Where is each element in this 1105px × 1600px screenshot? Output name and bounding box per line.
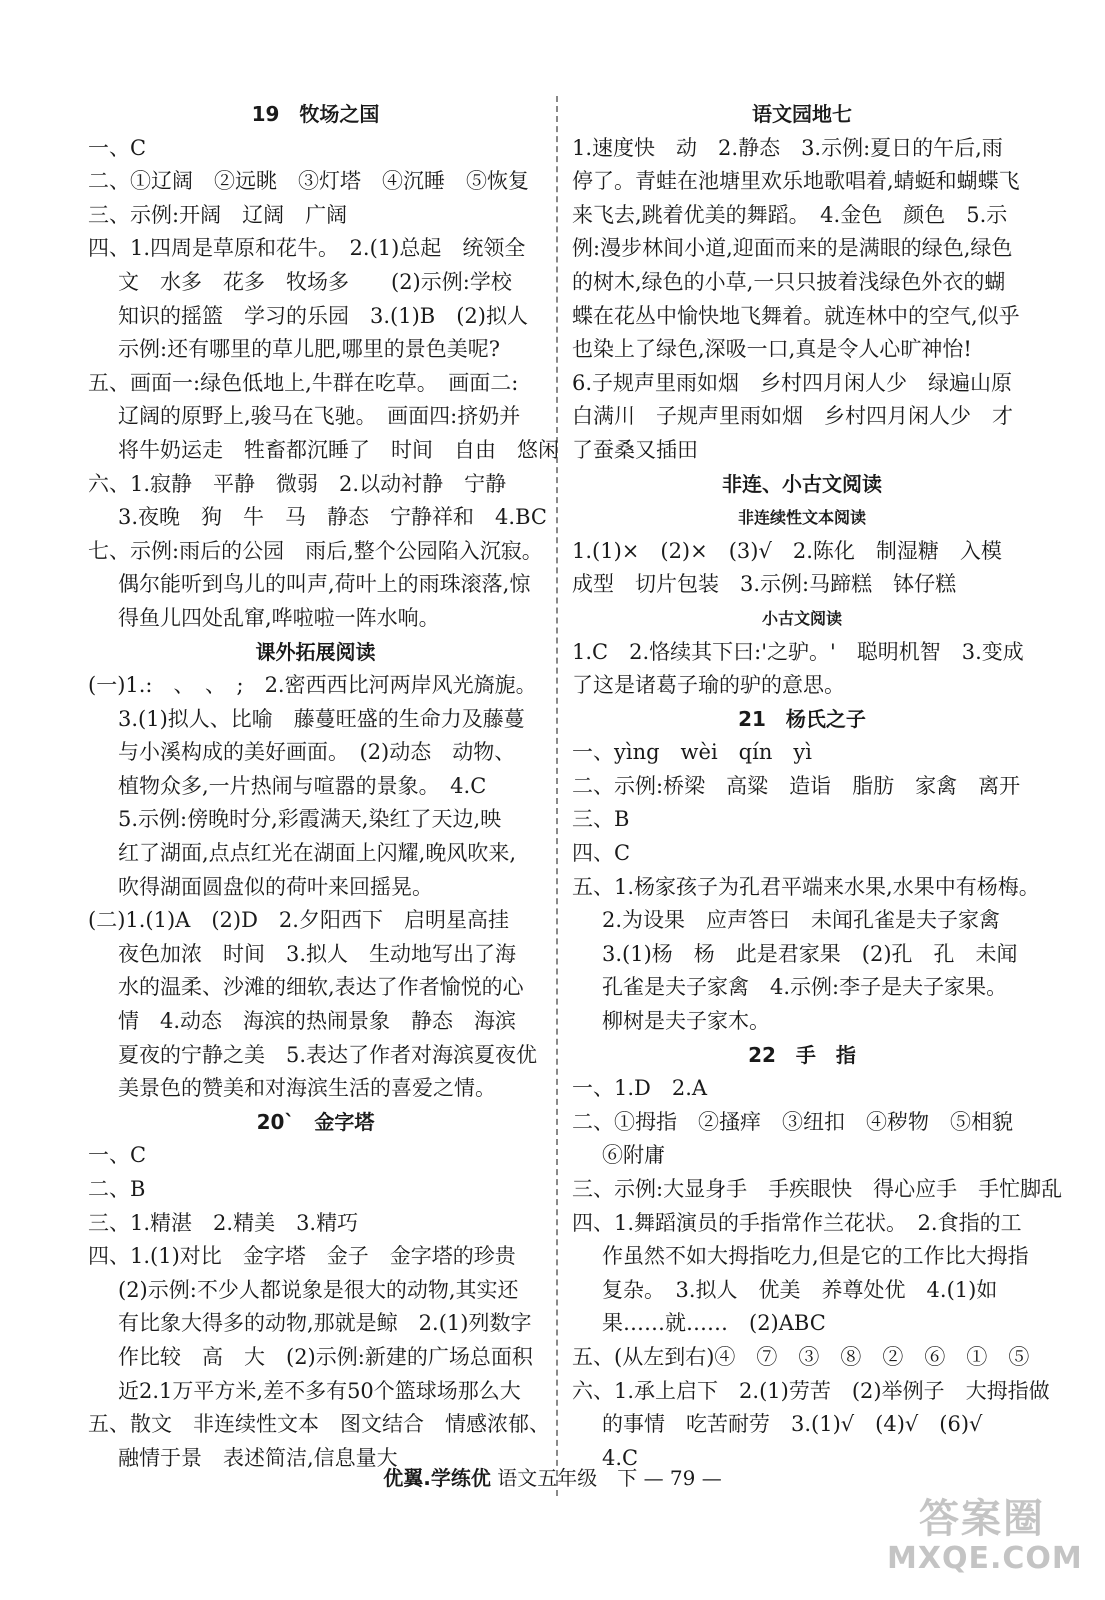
answer-line: 三、B — [572, 807, 630, 832]
answer-line: 3.夜晚 狗 牛 马 静态 宁静祥和 4.BC — [118, 505, 547, 530]
answer-line: 红了湖面,点点红光在湖面上闪耀,晚风吹来, — [118, 841, 517, 866]
section-heading: 20` 金字塔 — [256, 1109, 375, 1134]
answer-line: 美景色的赞美和对海滨生活的喜爱之情。 — [118, 1076, 496, 1101]
answer-line: 的树木,绿色的小草,一只只披着浅绿色外衣的蝴 — [572, 269, 1006, 294]
answer-line: 五、1.杨家孩子为孔君平端来水果,水果中有杨梅。 — [572, 874, 1040, 899]
answer-line: 二、①拇指 ②搔痒 ③纽扣 ④秽物 ⑤相貌 — [572, 1109, 1013, 1134]
answer-line: 有比象大得多的动物,那就是鲸 2.(1)列数字 — [118, 1311, 532, 1336]
section-heading: 21 杨氏之子 — [738, 706, 866, 731]
answer-line: 停了。青蛙在池塘里欢乐地歌唱着,蜻蜓和蝴蝶飞 — [572, 169, 1020, 194]
answer-line: 二、①辽阔 ②远眺 ③灯塔 ④沉睡 ⑤恢复 — [88, 169, 529, 194]
answer-line: 五、画面一:绿色低地上,牛群在吃草。 画面二: — [88, 370, 519, 395]
answer-line: 成型 切片包装 3.示例:马蹄糕 钵仔糕 — [572, 572, 957, 597]
section-heading: 22 手 指 — [748, 1042, 856, 1067]
section-heading: 课外拓展阅读 — [255, 639, 376, 664]
page-footer — [0, 1462, 1105, 1491]
answer-line: 示例:还有哪里的草儿肥,哪里的景色美呢? — [118, 337, 501, 362]
right-column — [572, 98, 1063, 1475]
footer-subject: 语文五年级 下 — [497, 1466, 638, 1490]
answer-line: 知识的摇篮 学习的乐园 3.(1)B (2)拟人 — [118, 303, 528, 328]
answer-line: 4.C — [602, 1445, 639, 1470]
answer-line: 六、1.承上启下 2.(1)劳苦 (2)举例子 大拇指做 — [572, 1378, 1050, 1403]
answer-line: 一、1.D 2.A — [572, 1076, 708, 1101]
column-divider — [556, 96, 558, 1496]
answer-line: (二)1.(1)A (2)D 2.夕阳西下 启明星高挂 — [88, 908, 509, 933]
answer-line: 五、散文 非连续性文本 图文结合 情感浓郁、 — [88, 1412, 550, 1437]
answer-line: 四、C — [572, 841, 631, 866]
answer-line: 蝶在花丛中愉快地飞舞着。就连林中的空气,似乎 — [572, 303, 1020, 328]
answer-line: 四、1.四周是草原和花牛。 2.(1)总起 统领全 — [88, 236, 526, 261]
answer-line: 也染上了绿色,深吸一口,真是令人心旷神怡! — [572, 337, 972, 362]
answer-line: 文 水多 花多 牧场多 (2)示例:学校 — [118, 269, 512, 294]
answer-line: 孔雀是夫子家禽 4.示例:李子是夫子家果。 — [602, 975, 1008, 1000]
answer-line: 1.C 2.恪续其下曰:'之驴。' 聪明机智 3.变成 — [572, 639, 1024, 664]
answer-line: 水的温柔、沙滩的细软,表达了作者愉悦的心 — [118, 975, 524, 1000]
answer-line: 植物众多,一片热闹与喧嚣的景象。 4.C — [118, 773, 487, 798]
answer-line: 将牛奶运走 牲畜都沉睡了 时间 自由 悠闲 — [118, 437, 559, 462]
answer-line: 了这是诸葛子瑜的驴的意思。 — [572, 673, 845, 698]
answer-line: 了蚕桑又插田 — [572, 437, 698, 462]
answer-line: 3.(1)杨 杨 此是君家果 (2)孔 孔 未闻 — [602, 941, 1018, 966]
answer-line: 辽阔的原野上,骏马在飞驰。 画面四:挤奶并 — [118, 404, 521, 429]
answer-line: 融情于景 表述简洁,信息量大 — [118, 1445, 398, 1470]
answer-line: 情 4.动态 海滨的热闹景象 静态 海滨 — [118, 1009, 517, 1034]
answer-line: 1.速度快 动 2.静态 3.示例:夏日的午后,雨 — [572, 135, 1003, 160]
answer-line: 果……就…… (2)ABC — [602, 1311, 826, 1336]
answer-line: 偶尔能听到鸟儿的叫声,荷叶上的雨珠滚落,惊 — [118, 572, 531, 597]
answer-line: 三、示例:大显身手 手疾眼快 得心应手 手忙脚乱 — [572, 1177, 1063, 1201]
section-heading: 语文园地七 — [752, 102, 852, 126]
answer-line: 1.(1)× (2)× (3)√ 2.陈化 制湿糖 入模 — [572, 538, 1002, 563]
answer-line: 四、1.舞蹈演员的手指常作兰花状。 2.食指的工 — [572, 1210, 1022, 1235]
answer-line: 3.(1)拟人、比喻 藤蔓旺盛的生命力及藤蔓 — [118, 706, 525, 731]
left-column — [88, 98, 559, 1475]
answer-line: 夜色加浓 时间 3.拟人 生动地写出了海 — [118, 941, 517, 966]
answer-line: 的事情 吃苦耐劳 3.(1)√ (4)√ (6)√ — [602, 1412, 983, 1437]
watermark-logo: 答案圈 MXQE.COM — [887, 1496, 1083, 1576]
page-number: — 79 — — [643, 1466, 722, 1490]
answer-line: 吹得湖面圆盘似的荷叶来回摇晃。 — [118, 874, 433, 899]
answer-line: 二、示例:桥梁 高粱 造诣 脂肪 家禽 离开 — [572, 773, 1021, 798]
answer-line: 六、1.寂静 平静 微弱 2.以动衬静 宁静 — [88, 471, 507, 496]
answer-line: 夏夜的宁静之美 5.表达了作者对海滨夏夜优 — [118, 1042, 538, 1067]
answer-line: 5.示例:傍晚时分,彩霞满天,染红了天边,映 — [118, 807, 502, 832]
answer-line: 五、(从左到右)④ ⑦ ③ ⑧ ② ⑥ ① ⑤ — [572, 1344, 1030, 1369]
answer-line: 例:漫步林间小道,迎面而来的是满眼的绿色,绿色 — [572, 236, 1013, 261]
answer-line: 四、1.(1)对比 金字塔 金子 金字塔的珍贵 — [88, 1244, 516, 1269]
answer-line: 得鱼儿四处乱窜,哗啦啦一阵水响。 — [118, 605, 440, 630]
answer-line: 三、1.精湛 2.精美 3.精巧 — [88, 1210, 359, 1235]
answer-line: (一)1.: 、 、 ; 2.密西西比河两岸风光旖旎。 — [88, 673, 537, 698]
subsection-heading: 小古文阅读 — [761, 608, 842, 628]
answer-line: 6.子规声里雨如烟 乡村四月闲人少 绿遍山原 — [572, 370, 1013, 395]
answer-line: 2.为设果 应声答曰 未闻孔雀是夫子家禽 — [602, 908, 1001, 933]
answer-line: 白满川 子规声里雨如烟 乡村四月闲人少 才 — [572, 404, 1013, 429]
answer-line: ⑥附庸 — [602, 1143, 665, 1168]
answer-line: 柳树是夫子家木。 — [602, 1009, 770, 1034]
answer-line: 一、C — [88, 1143, 147, 1168]
answer-line: 近2.1万平方米,差不多有50个篮球场那么大 — [118, 1378, 521, 1403]
subsection-heading: 非连续性文本阅读 — [737, 508, 866, 528]
answer-line: 作比较 高 大 (2)示例:新建的广场总面积 — [118, 1344, 533, 1369]
answer-line: 与小溪构成的美好画面。 (2)动态 动物、 — [118, 740, 516, 765]
footer-brand: 优翼.学练优 — [383, 1466, 491, 1490]
section-heading: 19 牧场之国 — [251, 102, 380, 126]
answer-line: 复杂。 3.拟人 优美 养尊处优 4.(1)如 — [602, 1277, 998, 1302]
answer-line: 一、yìng wèi qín yì — [572, 740, 812, 765]
answer-line: 七、示例:雨后的公园 雨后,整个公园陷入沉寂。 — [88, 538, 543, 563]
answer-line: 三、示例:开阔 辽阔 广阔 — [88, 202, 348, 227]
answer-line: 一、C — [88, 135, 147, 160]
answer-line: (2)示例:不少人都说象是很大的动物,其实还 — [118, 1277, 519, 1302]
section-heading: 非连、小古文阅读 — [722, 471, 882, 496]
answer-line: 二、B — [88, 1177, 146, 1201]
answer-line: 作虽然不如大拇指吃力,但是它的工作比大拇指 — [602, 1244, 1029, 1269]
answer-line: 来飞去,跳着优美的舞蹈。 4.金色 颜色 5.示 — [572, 202, 1008, 227]
